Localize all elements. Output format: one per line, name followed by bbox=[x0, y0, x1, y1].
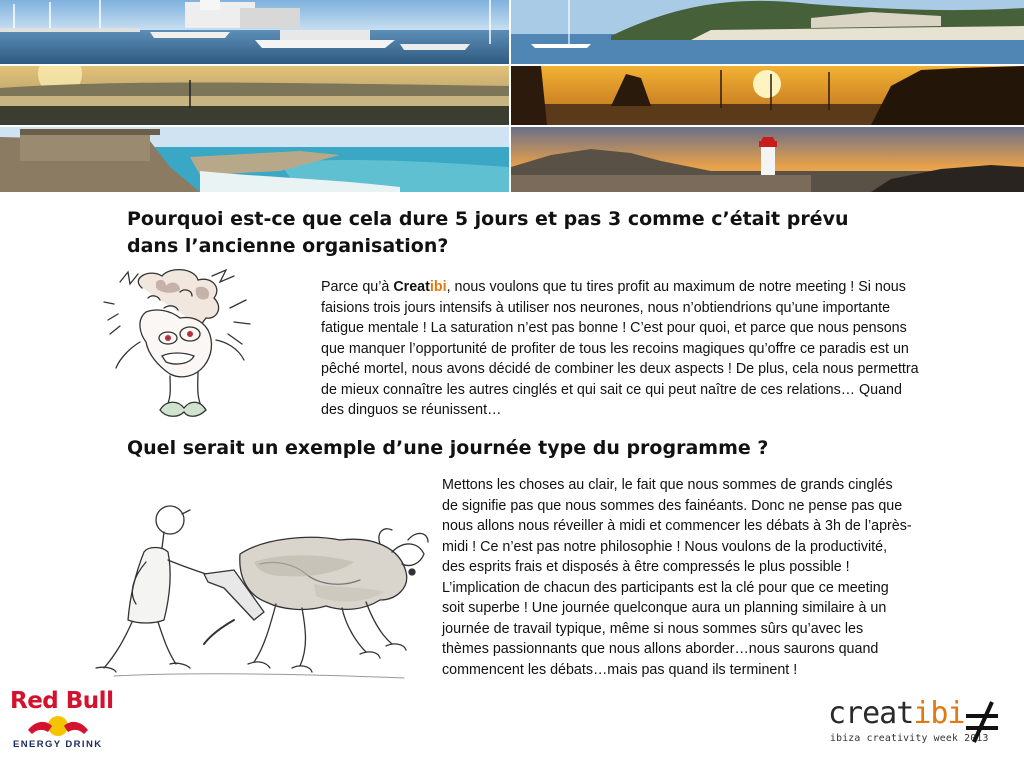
photo-banner bbox=[0, 0, 1024, 192]
marina-photo bbox=[0, 0, 509, 64]
creatibi-logo bbox=[826, 696, 1002, 752]
not-equal-icon bbox=[964, 700, 1002, 744]
redbull-logo bbox=[8, 688, 120, 758]
paragraph-why-five-days bbox=[321, 277, 925, 421]
creatibi-wordmark bbox=[828, 696, 965, 731]
brand-part-ibi: ibi bbox=[429, 279, 447, 295]
sunset-harbor-photo bbox=[511, 66, 1024, 125]
wordmark-ibi: ibi bbox=[913, 696, 965, 731]
paragraph-body: , nous voulons que tu tires profit au maximum de notre meeting ! Si nous faisions trois jours intensifs à utiliser nos neurones, nous n’obtiendrions qu’une importante fatigue mentale ! La saturation n’est pas bonne ! C’est pour quoi, et parce que nous pensons que manquer l’opportunité de profiter de tous les recoins magiques qu’offre ce paradis est un pêché mortel, nous avons décidé de combiner les deux aspects ! De plus, cela nous permettra de mieux connaître les autres cinglés et qui sait ce qui peut naître de ces relations… Quand des dinguos se réunissent… bbox=[321, 279, 919, 418]
frazzled-cartoon-illustration bbox=[100, 268, 265, 423]
heading-why-five-days: Pourquoi est-ce que cela dure 5 jours et pas 3 comme c’était prévu dans l’ancienne organisation? bbox=[127, 208, 849, 257]
creatibi-tagline: ibiza creativity week 2013 bbox=[830, 733, 989, 744]
heading-typical-day: Quel serait un exemple d’une journée type du programme ? bbox=[127, 437, 769, 459]
paragraph-lead: Parce qu’à bbox=[321, 279, 394, 295]
ox-plough-cartoon-illustration bbox=[44, 492, 434, 688]
redbull-name: Red Bull bbox=[10, 688, 114, 714]
wordmark-creat: creat bbox=[828, 696, 914, 731]
sunset-flats-photo bbox=[0, 66, 509, 125]
redbull-tagline: ENERGY DRINK bbox=[13, 739, 103, 750]
redbull-bulls-icon bbox=[26, 714, 90, 738]
lighthouse-photo bbox=[511, 127, 1024, 192]
paragraph-typical-day: Mettons les choses au clair, le fait que nous sommes de grands cinglés de signifie pas que nous sommes des fainéants. Donc ne pense pas que nous allons nous réveiller à midi et commencer les débats à 3h de l’après-midi ! Ce n’est pas notre philosophie ! Nous voulons de la productivité, des esprits frais et disposés à être compressés le plus possible ! L’implication de chacun des participants est la clé pour que ce meeting soit superbe ! Une journée quelconque aura un planning similaire à un journée de travail typique, même si nous sommes sûrs qu’avec les thèmes passionnants que nous allons aborder…nous saurons quand commencent les débats…mais pas quand ils terminent ! bbox=[442, 477, 912, 678]
coast-photo bbox=[0, 127, 509, 192]
brand-part-creat: Creat bbox=[393, 279, 430, 295]
bay-photo bbox=[511, 0, 1024, 64]
creatibi-inline-brand bbox=[393, 279, 446, 295]
